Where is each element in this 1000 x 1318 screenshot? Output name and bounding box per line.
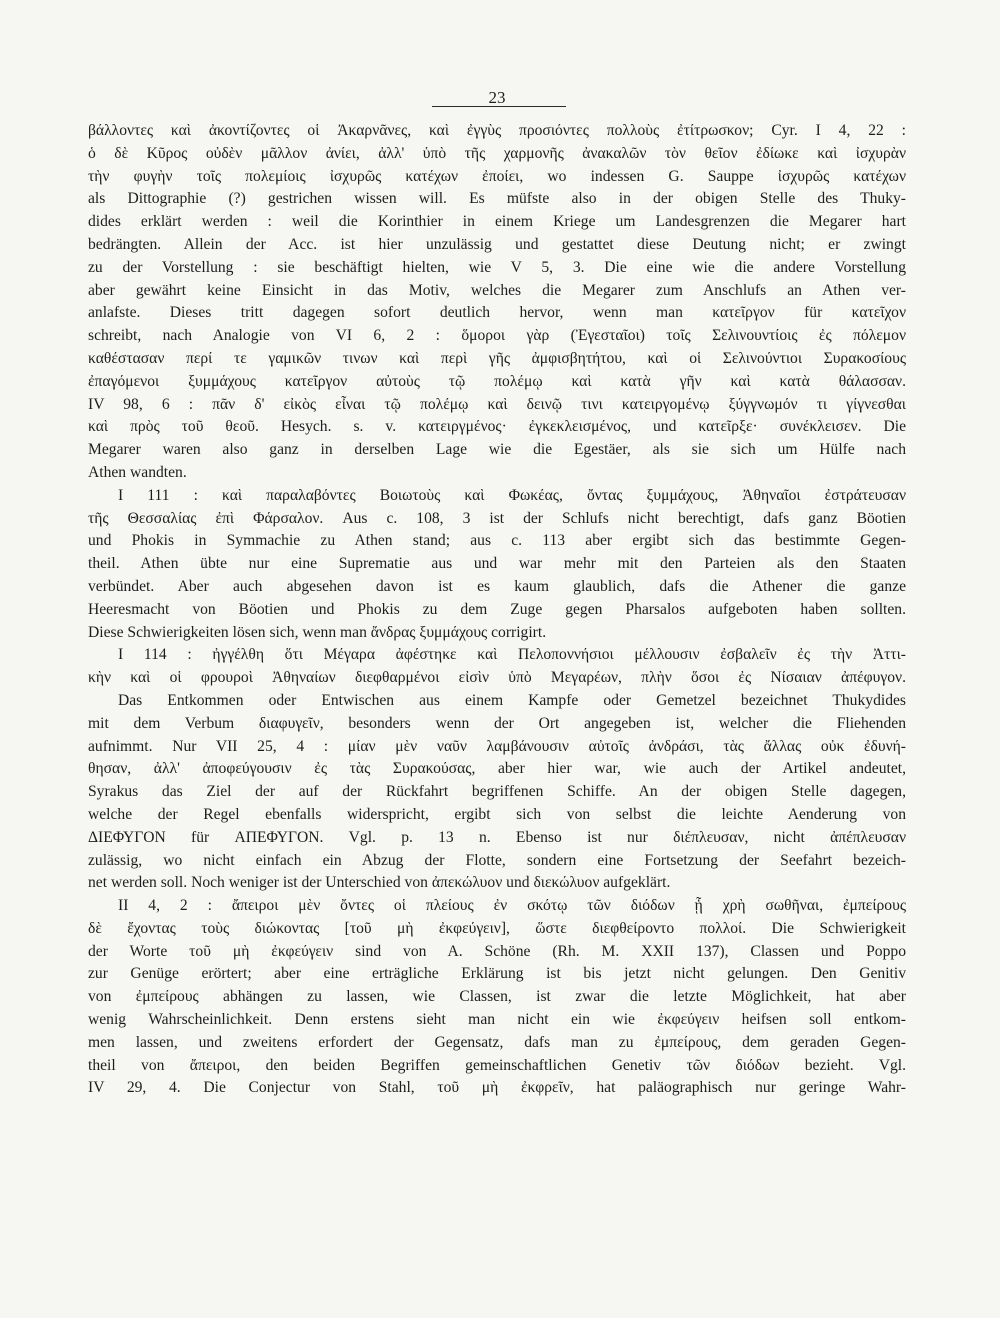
text-line: verbündet. Aber auch abgesehen davon ist es kaum glaublich, dafs die Athener die ganze	[88, 577, 906, 595]
text-line: τὴν φυγὴν τοῖς πολεμίοις ἰσχυρῶς κατέχων ἐποίει, wo indessen G. Sauppe ἰσχυρῶς κατέχων	[88, 167, 906, 185]
text-line: βάλλοντες καὶ ἀκοντίζοντες οἱ Ἀκαρνᾶνες, καὶ ἐγγὺς προσιόντες πολλοὺς ἐτίτρωσκον; Cyr. I 4, 22 :	[88, 122, 906, 139]
header-rule	[432, 106, 566, 107]
text-line: zu der Vorstellung : sie beschäftigt hielten, wie V 5, 3. Die eine wie die andere Vorstellung	[88, 258, 906, 276]
text-line: wenig Wahrscheinlichkeit. Denn erstens sieht man nicht ein wie ἐκφεύγειν heifsen soll entkom-	[88, 1011, 906, 1029]
text-line: Megarer waren also ganz in derselben Lage wie die Egestäer, als sie sich um Hülfe nach	[88, 441, 906, 459]
text-line: Athen wandten.	[88, 463, 187, 481]
text-line: Heeresmacht von Böotien und Phokis zu dem Zuge gegen Pharsalos aufgeboten haben sollten.	[88, 600, 906, 618]
text-line: aber gewährt keine Einsicht in das Motiv, welches die Megarer zum Anschlufs an Athen ver-	[88, 281, 906, 299]
text-line: theil. Athen übte nur eine Suprematie aus und war mehr mit den Parteien als den Staaten	[88, 555, 906, 573]
text-line: Diese Schwierigkeiten lösen sich, wenn man ἄνδρας ξυμμάχους corrigirt.	[88, 623, 547, 641]
text-line: zur Genüge erörtert; aber eine erträgliche Erklärung ist bis jetzt nicht gelungen. Den Genitiv	[88, 965, 906, 983]
text-line: dides erklärt werden : weil die Korinthier in einem Kriege um Landesgrenzen die Megarer hart	[88, 213, 906, 231]
text-line: schreibt, nach Analogie von VI 6, 2 : ὅμοροι γὰρ (Ἐγεσταῖοι) τοῖς Σελινουντίοις ἐς πόλεμον	[88, 327, 906, 345]
text-line: aufnimmt. Nur VII 25, 4 : μίαν μὲν ναῦν λαμβάνουσιν αὐτοῖς ἀνδράσι, τὰς ἄλλας οὐκ ἐδυνή-	[88, 737, 906, 755]
text-line: τῆς Θεσσαλίας ἐπὶ Φάρσαλον. Aus c. 108, 3 ist der Schlufs nicht berechtigt, dafs ganz Böotien	[88, 509, 906, 527]
text-line: IV 98, 6 : πᾶν δ' εἰκὸς εἶναι τῷ πολέμῳ καὶ δεινῷ τινι κατειργομένῳ ξύγγνωμόν τι γίγνεσθαι	[88, 395, 906, 413]
text-line: δὲ ἔχοντας τοὺς διώκοντας [τοῦ μὴ ἐκφεύγειν], ὥστε διεφθείροντο πολλοί. Die Schwierigkeit	[88, 919, 906, 937]
text-line: zulässig, wo nicht einfach ein Abzug der Flotte, sondern eine Fortsetzung der Seefahrt bezeich-	[88, 851, 906, 869]
text-line: I 111 : καὶ παραλαβόντες Βοιωτοὺς καὶ Φωκέας, ὄντας ξυμμάχους, Ἀθηναῖοι ἐστράτευσαν	[118, 486, 906, 504]
text-body	[88, 120, 906, 1100]
text-line: als Dittographie (?) gestrichen wissen will. Es müfste also in der obigen Stelle des Thuky-	[88, 190, 906, 208]
text-line: der Worte τοῦ μὴ ἐκφεύγειν sind von A. Schöne (Rh. M. XXII 137), Classen und Poppo	[88, 942, 906, 960]
text-line: IV 29, 4. Die Conjectur von Stahl, τοῦ μὴ ἐκφρεῖν, hat paläographisch nur geringe Wahr-	[88, 1079, 906, 1097]
text-line: welche der Regel ebenfalls widerspricht, ergibt sich von selbst die leichte Aenderung von	[88, 805, 906, 823]
text-line: net werden soll. Noch weniger ist der Unterschied von ἀπεκώλυον und διεκώλυον aufgeklärt.	[88, 874, 671, 892]
text-line: anlafste. Dieses tritt dagegen sofort deutlich hervor, wenn man κατεῖργον für κατεῖχον	[88, 304, 906, 322]
text-line: von ἐμπείρους abhängen zu lassen, wie Classen, ist zwar die letzte Möglichkeit, hat aber	[88, 988, 906, 1006]
text-line: theil von ἄπειροι, den beiden Begriffen gemeinschaftlichen Genetiv τῶν διόδων bezieht. Vgl.	[88, 1056, 906, 1074]
text-line: καθέστασαν περί τε γαμικῶν τινων καὶ περὶ γῆς ἀμφισβητήτου, καὶ οἱ Σελινούντιοι Συρακοσίους	[88, 349, 906, 367]
text-line: und Phokis in Symmachie zu Athen stand; aus c. 113 aber ergibt sich das bestimmte Gegen-	[88, 532, 906, 550]
text-line: mit dem Verbum διαφυγεῖν, besonders wenn der Ort angegeben ist, welcher die Fliehenden	[88, 714, 906, 732]
text-line: Das Entkommen oder Entwischen aus einem Kampfe oder Gemetzel bezeichnet Thukydides	[118, 691, 906, 709]
text-line: I 114 : ἠγγέλθη ὅτι Μέγαρα ἀφέστηκε καὶ Πελοποννήσιοι μέλλουσιν ἐσβαλεῖν ἐς τὴν Ἀττι-	[118, 646, 906, 664]
text-line: II 4, 2 : ἄπειροι μὲν ὄντες οἱ πλείους ἐν σκότῳ τῶν διόδων ᾗ χρὴ σωθῆναι, ἐμπείρους	[118, 897, 906, 915]
text-line: Syrakus das Ziel der auf der Rückfahrt begriffenen Schiffe. An der obigen Stelle dagegen,	[88, 783, 906, 801]
text-line: ΔΙΕΦΥΓΟΝ für ΑΠΕΦΥΓΟΝ. Vgl. p. 13 n. Ebenso ist nur διέπλευσαν, nicht ἀπέπλευσαν	[88, 828, 906, 846]
text-line: ἐπαγόμενοι ξυμμάχους κατεῖργον αὐτοὺς τῷ πολέμῳ καὶ κατὰ γῆν καὶ κατὰ θάλασσαν.	[88, 372, 906, 390]
text-line: κὴν καὶ οἱ φρουροὶ Ἀθηναίων διεφθαρμένοι εἰσὶν ὑπὸ Μεγαρέων, πλὴν ὅσοι ἐς Νίσαιαν ἀπέφυγον.	[88, 669, 906, 687]
text-line: men lassen, und zweitens erfordert der Gegensatz, dafs man zu ἐμπείρους, dem geraden Gegen-	[88, 1033, 906, 1051]
text-line: ὁ δὲ Κῦρος οὐδὲν μᾶλλον ἀνίει, ἀλλ' ὑπὸ τῆς χαρμονῆς ἀνακαλῶν τὸν θεῖον ἐδίωκε καὶ ἰσχυρὰν	[88, 144, 906, 162]
text-line: θησαν, ἀλλ' ἀποφεύγουσιν ἐς τὰς Συρακούσας, aber hier war, wie auch der Artikel andeutet,	[88, 760, 906, 778]
text-line: καὶ πρὸς τοῦ θεοῦ. Hesych. s. v. κατειργμένος· ἐγκεκλεισμένος, und κατεῖρξε· συνέκλεισεν. Die	[88, 418, 906, 436]
page-number: 23	[488, 88, 506, 107]
text-line: bedrängten. Allein der Acc. ist hier unzulässig und gestattet diese Deutung nicht; er zwingt	[88, 235, 906, 253]
